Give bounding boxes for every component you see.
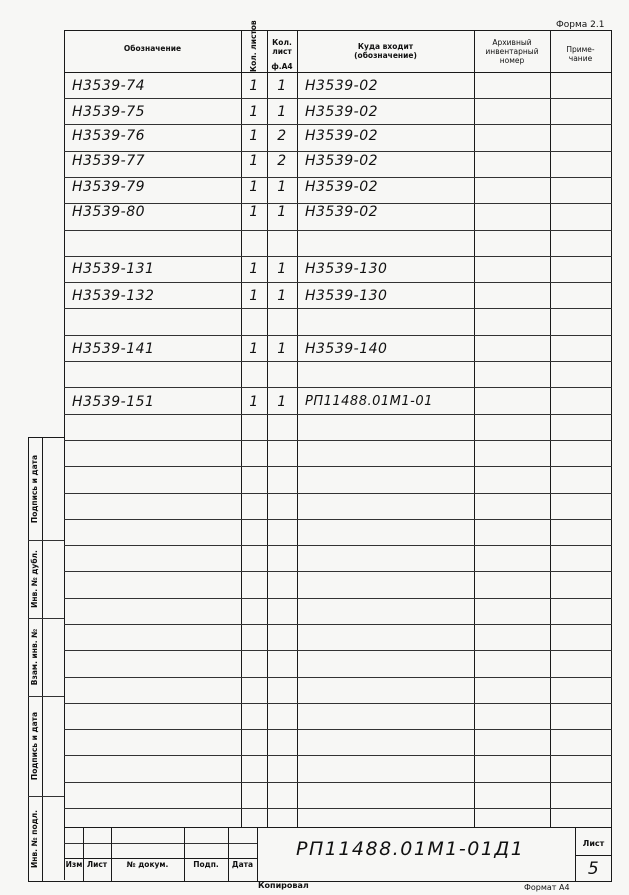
- side-strip-top-line: [28, 437, 64, 438]
- col-line-3: [297, 30, 298, 827]
- row-line: [64, 361, 612, 362]
- row-line: [64, 230, 612, 231]
- tb-col-sign: Подп.: [193, 860, 219, 869]
- row-line: [64, 755, 612, 756]
- row-where-used: Н3539-130: [305, 288, 388, 304]
- footer-copied: Копировал: [258, 881, 309, 890]
- row-sheets: 1: [249, 204, 259, 220]
- col-line-5: [550, 30, 551, 827]
- row-line: [64, 624, 612, 625]
- row-where-used: Н3539-02: [305, 179, 379, 195]
- row-line: [64, 282, 612, 283]
- row-line: [64, 703, 612, 704]
- row-where-used: Н3539-02: [305, 128, 379, 144]
- row-line: [64, 729, 612, 730]
- header-notes-line2: чание: [568, 54, 593, 63]
- row-sheets: 1: [249, 179, 259, 195]
- row-where-used: Н3539-02: [305, 78, 379, 94]
- header-notes-line1: Приме-: [566, 45, 595, 54]
- row-where-used: Н3539-130: [305, 261, 388, 277]
- header-where-used-line1: Куда входит: [357, 42, 414, 51]
- row-where-used: Н3539-140: [305, 341, 388, 357]
- row-line: [64, 440, 612, 441]
- row-sheets: 1: [249, 78, 259, 94]
- row-line: [64, 545, 612, 546]
- header-where-used: [297, 42, 474, 60]
- tb-col-sheet: Лист: [86, 860, 108, 869]
- row-line: [64, 308, 612, 309]
- row-a4-sheets: 1: [277, 204, 287, 220]
- tb-col-3: [184, 827, 185, 881]
- tb-col-4: [228, 827, 229, 881]
- row-line: [64, 177, 612, 178]
- row-designation: Н3539-151: [72, 394, 155, 410]
- row-line: [64, 414, 612, 415]
- row-designation: Н3539-132: [72, 288, 155, 304]
- row-sheets: 1: [249, 128, 259, 144]
- footer-format: Формат А4: [524, 883, 570, 892]
- row-designation: Н3539-75: [72, 104, 146, 120]
- row-a4-sheets: 1: [277, 179, 287, 195]
- row-a4-sheets: 2: [277, 128, 287, 144]
- row-sheets: 1: [249, 261, 259, 277]
- row-line: [64, 598, 612, 599]
- tb-sheet-sep: [575, 855, 612, 856]
- header-bottom-line: [64, 72, 612, 73]
- row-line: [64, 151, 612, 152]
- row-line: [64, 124, 612, 125]
- side-label-dup-inv: Инв. № дубл.: [30, 550, 39, 608]
- tb-col-1: [83, 827, 84, 881]
- row-where-used: Н3539-02: [305, 204, 379, 220]
- side-strip-sep-4: [28, 796, 64, 797]
- row-designation: Н3539-77: [72, 153, 146, 169]
- row-line: [64, 782, 612, 783]
- header-notes: [550, 45, 611, 63]
- col-line-2: [267, 30, 268, 827]
- row-designation: Н3539-131: [72, 261, 155, 277]
- row-line: [64, 256, 612, 257]
- header-a4-sheets: [267, 38, 297, 71]
- row-line: [64, 466, 612, 467]
- row-a4-sheets: 1: [277, 394, 287, 410]
- title-block-top-line: [64, 827, 612, 828]
- row-sheets: 1: [249, 153, 259, 169]
- row-line: [64, 808, 612, 809]
- row-a4-sheets: 1: [277, 341, 287, 357]
- header-archive: [474, 38, 550, 65]
- row-a4-sheets: 1: [277, 261, 287, 277]
- row-line: [64, 387, 612, 388]
- tb-col-doc: № докум.: [126, 860, 169, 869]
- row-line: [64, 335, 612, 336]
- header-where-used-line2: (обозначение): [354, 51, 417, 60]
- row-designation: Н3539-76: [72, 128, 146, 144]
- header-designation: Обозначение: [123, 44, 182, 53]
- tb-col-change: Изм: [65, 860, 83, 869]
- sheet-number: 5: [587, 859, 600, 879]
- col-line-1: [241, 30, 242, 827]
- tb-col-5: [257, 827, 258, 881]
- header-archive-line2: инвентарный: [485, 47, 539, 56]
- header-a4-line1: Кол. лист: [272, 38, 292, 56]
- side-label-sign-date-1: Подпись и дата: [30, 454, 39, 524]
- row-line: [64, 493, 612, 494]
- frame-top-line: [64, 30, 612, 31]
- sheet-label: Лист: [582, 839, 605, 848]
- side-label-orig-inv: Инв. № подл.: [30, 809, 39, 869]
- tb-col-2: [111, 827, 112, 881]
- row-a4-sheets: 1: [277, 104, 287, 120]
- header-a4-line2: ф.А4: [271, 62, 293, 71]
- row-sheets: 1: [249, 288, 259, 304]
- form-label: Форма 2.1: [556, 20, 605, 30]
- row-sheets: 1: [249, 341, 259, 357]
- row-line: [64, 519, 612, 520]
- row-line: [64, 98, 612, 99]
- row-line: [64, 571, 612, 572]
- header-archive-line3: номер: [499, 56, 525, 65]
- header-sheets-count: Кол. листов: [249, 20, 258, 72]
- row-where-used: РП11488.01М1-01: [305, 394, 433, 409]
- row-where-used: Н3539-02: [305, 153, 379, 169]
- row-designation: Н3539-74: [72, 78, 146, 94]
- side-strip-inner-line: [42, 437, 43, 881]
- header-archive-line1: Архивный: [492, 38, 532, 47]
- row-sheets: 1: [249, 394, 259, 410]
- row-a4-sheets: 2: [277, 153, 287, 169]
- side-label-sign-date-2: Подпись и дата: [30, 711, 39, 781]
- row-designation: Н3539-80: [72, 204, 146, 220]
- row-line: [64, 677, 612, 678]
- row-sheets: 1: [249, 104, 259, 120]
- row-a4-sheets: 1: [277, 288, 287, 304]
- document-code: РП11488.01М1-01Д1: [296, 838, 525, 860]
- frame-bottom-line: [28, 881, 612, 882]
- row-designation: Н3539-141: [72, 341, 155, 357]
- col-line-4: [474, 30, 475, 827]
- row-line: [64, 650, 612, 651]
- tb-col-date: Дата: [231, 860, 254, 869]
- row-designation: Н3539-79: [72, 179, 146, 195]
- frame-left-line: [64, 30, 65, 880]
- row-a4-sheets: 1: [277, 78, 287, 94]
- row-where-used: Н3539-02: [305, 104, 379, 120]
- side-label-replace-inv: Взам. инв. №: [30, 628, 39, 686]
